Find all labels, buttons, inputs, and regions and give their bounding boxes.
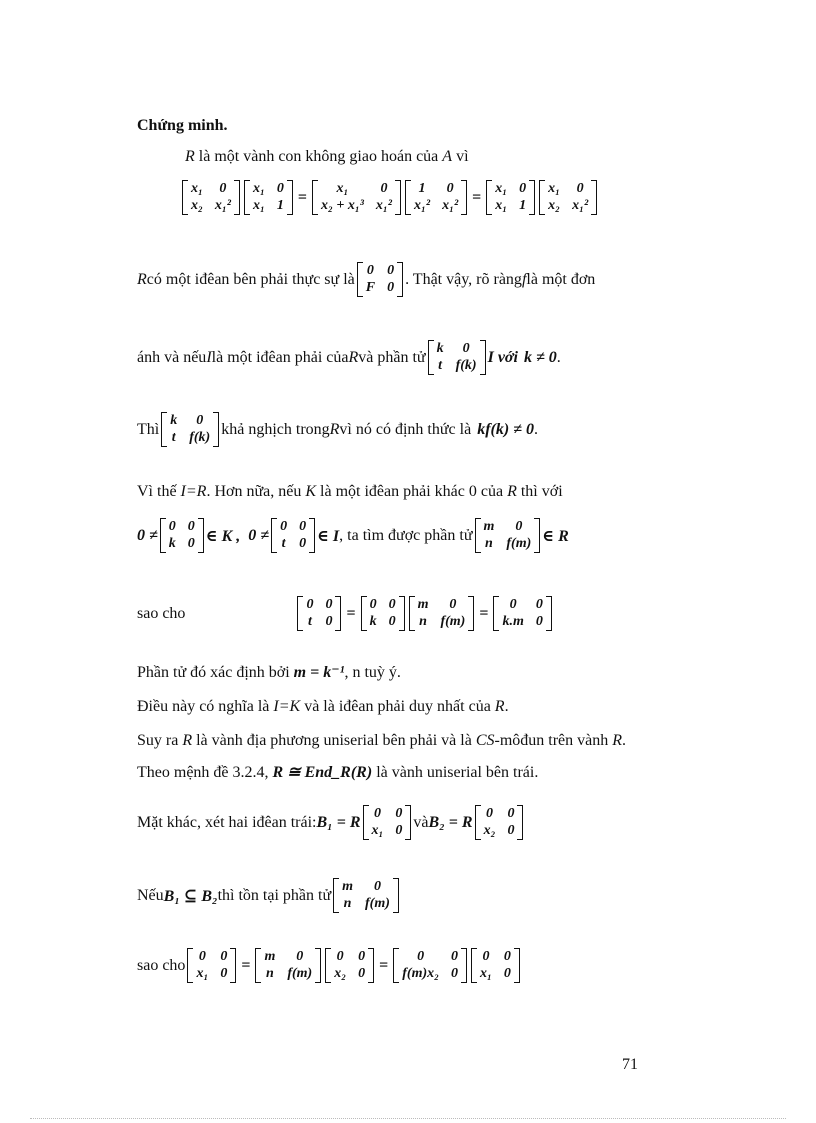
- matrix: [312, 180, 401, 215]
- line-4: Thì k 0 t f(k) khả nghịch trong R vì nó có định thức là kf(k) ≠ 0 .: [137, 413, 538, 445]
- matrix-cell: n: [419, 614, 427, 629]
- matrix-cell: x₁: [191, 181, 203, 196]
- matrix-cell: x₂: [191, 198, 203, 213]
- matrix-cell: x₁²: [214, 198, 231, 213]
- matrix-cell: 0: [417, 949, 425, 964]
- matrix-cell: t: [281, 536, 286, 551]
- matrix-cell: 0: [509, 597, 517, 612]
- matrix-cell: m: [342, 879, 353, 894]
- matrix-right-bracket: [335, 596, 341, 631]
- equation-noncommutative: [180, 180, 599, 215]
- matrix-cell: 0: [296, 949, 304, 964]
- matrix-km: [493, 596, 551, 631]
- matrix-cell: x₁: [196, 966, 209, 981]
- matrix: [539, 180, 597, 215]
- matrix-cell: x₁: [495, 198, 508, 213]
- matrix-right-bracket: [395, 180, 401, 215]
- matrix-cell: f(m): [287, 966, 313, 981]
- matrix-cell: 0: [507, 806, 515, 821]
- matrix-cell: x₁: [336, 181, 349, 196]
- matrix-cell: 0: [369, 597, 377, 612]
- matrix-right-bracket: [405, 805, 411, 840]
- matrix: [486, 180, 535, 215]
- matrix-cell: t: [438, 358, 443, 373]
- matrix-cell: 0: [388, 597, 396, 612]
- line-12: Mặt khác, xét hai iđêan trái: B₁ = R 0 0 x₁ 0 và B₂ = R 0 0 x₂ 0: [137, 805, 525, 840]
- matrix-cell: m: [264, 949, 276, 964]
- element-matrix: [428, 340, 486, 375]
- matrix-cell: x₁: [371, 823, 384, 838]
- matrix-cell: k: [369, 614, 377, 629]
- matrix-cell: 0: [325, 597, 333, 612]
- matrix-m-n-2: [333, 878, 399, 913]
- matrix-cell: 0: [388, 614, 396, 629]
- matrix-cell: 0: [336, 949, 344, 964]
- matrix-cell: 0: [306, 597, 314, 612]
- matrix-cell: n: [343, 896, 352, 911]
- matrix-cell: x₁²: [442, 198, 459, 213]
- matrix-right-bracket: [287, 180, 293, 215]
- line-11: Theo mệnh đề 3.2.4, R ≅ End_R(R) là vành uniserial bên trái.: [137, 764, 539, 781]
- matrix: [244, 180, 293, 215]
- matrix-cell: 0: [220, 966, 228, 981]
- matrix-cell: 0: [451, 966, 459, 981]
- matrix-cell: 0: [380, 181, 388, 196]
- matrix-cell: x₂: [483, 823, 496, 838]
- matrix-cell: 0: [503, 966, 511, 981]
- matrix-cell: 0: [387, 263, 395, 278]
- matrix-cell: n: [266, 966, 274, 981]
- matrix-cell: 0: [299, 536, 307, 551]
- matrix-cell: 0: [507, 823, 515, 838]
- proof-heading: Chứng minh.: [137, 117, 228, 134]
- matrix-cell: t: [171, 430, 176, 445]
- matrix-cell: x₁: [252, 198, 265, 213]
- matrix-cell: x₂: [334, 966, 347, 981]
- matrix-cell: 0: [482, 949, 490, 964]
- page-border: [30, 1118, 786, 1119]
- line-9: Điều này có nghĩa là I=K và là iđêan phải duy nhất của R.: [137, 698, 509, 715]
- matrix-right-bracket: [529, 180, 535, 215]
- matrix-mn-a: [255, 948, 321, 983]
- matrix-right-bracket: [213, 412, 219, 447]
- matrix-right-bracket: [198, 518, 204, 553]
- line-6: 0 ≠ 0 0 k 0 ∈ K , 0 ≠ 0 0 t 0 ∈ I , ta tìm được phần tử m 0 n f(m) ∈ R: [137, 519, 569, 551]
- matrix-cell: k: [168, 536, 176, 551]
- matrix-cell: 0: [535, 614, 543, 629]
- line-1: R là một vành con không giao hoán của A vì: [185, 148, 469, 165]
- equals-sign: =: [297, 188, 307, 206]
- page-number: 71: [622, 1056, 638, 1073]
- matrix-t: [271, 518, 315, 553]
- matrix-cell: 0: [462, 341, 470, 356]
- equals-sign: =: [472, 188, 482, 206]
- line-10: Suy ra R là vành địa phương uniserial bên phải và là CS-môđun trên vành R.: [137, 732, 627, 749]
- matrix-right-bracket: [461, 180, 467, 215]
- matrix-cell: 0: [366, 263, 374, 278]
- matrix-cell: 0: [280, 519, 288, 534]
- matrix-cell: 0: [168, 519, 176, 534]
- matrix-cell: 0: [449, 597, 457, 612]
- matrix-cell: 0: [451, 949, 459, 964]
- matrix-cell: k: [170, 413, 178, 428]
- matrix-cell: 0: [220, 949, 228, 964]
- matrix-cell: f(m): [440, 614, 466, 629]
- matrix-x2: [475, 805, 524, 840]
- matrix-cell: x₁²: [414, 198, 431, 213]
- matrix-cell: 0: [519, 181, 527, 196]
- matrix-cell: 0: [276, 181, 284, 196]
- matrix-k: [160, 518, 204, 553]
- matrix-right-bracket: [230, 948, 236, 983]
- matrix-cell: f(k): [455, 358, 477, 373]
- invertible-matrix: [161, 412, 219, 447]
- line-3: ánh và nếu I là một iđêan phải của R và phần tử k 0 t f(k) I với k ≠ 0 .: [137, 341, 561, 373]
- matrix-cell: 0: [299, 519, 307, 534]
- matrix-right-bracket: [534, 518, 540, 553]
- matrix-t-0: [297, 596, 341, 631]
- matrix-right-bracket: [517, 805, 523, 840]
- matrix-right-bracket: [234, 180, 240, 215]
- matrix-right-bracket: [393, 878, 399, 913]
- matrix-right-bracket: [468, 596, 474, 631]
- matrix-cell: 0: [395, 823, 403, 838]
- matrix: [182, 180, 240, 215]
- matrix-x1-b: [471, 948, 520, 983]
- matrix-cell: f(k): [189, 430, 211, 445]
- matrix-x2-a: [325, 948, 374, 983]
- matrix-cell: f(m): [365, 896, 390, 911]
- matrix-cell: 0: [446, 181, 454, 196]
- matrix-cell: 0: [219, 181, 227, 196]
- matrix-cell: x₁²: [375, 198, 392, 213]
- matrix-cell: t: [307, 614, 312, 629]
- matrix-m-n: [409, 596, 475, 631]
- matrix-cell: F: [365, 280, 376, 295]
- matrix-cell: 0: [358, 949, 366, 964]
- matrix-right-bracket: [514, 948, 520, 983]
- matrix-cell: k.m: [502, 614, 524, 629]
- matrix-cell: 1: [276, 198, 284, 213]
- matrix-right-bracket: [309, 518, 315, 553]
- line-14: sao cho 0 0 x₁ 0 = m 0 n f(m) 0 0 x₂ 0 = 0 0 f(m)x₂ 0 0 0 x₁ 0: [137, 948, 522, 983]
- matrix: [405, 180, 467, 215]
- matrix-cell: 1: [418, 181, 426, 196]
- matrix-cell: k: [436, 341, 444, 356]
- matrix-cell: 0: [373, 806, 381, 821]
- matrix-cell: 0: [486, 806, 494, 821]
- matrix-cell: 0: [373, 879, 381, 894]
- matrix-cell: x₁²: [572, 198, 589, 213]
- matrix-cell: x₂ + x₁³: [320, 198, 364, 213]
- matrix-right-bracket: [461, 948, 467, 983]
- matrix-cell: 0: [187, 536, 195, 551]
- matrix-x1: [363, 805, 412, 840]
- matrix-right-bracket: [397, 262, 403, 297]
- matrix-cell: n: [485, 536, 493, 551]
- matrix-right-bracket: [399, 596, 405, 631]
- matrix-cell: 0: [387, 280, 395, 295]
- matrix-cell: 0: [395, 806, 403, 821]
- matrix-m: [475, 518, 541, 553]
- matrix-right-bracket: [480, 340, 486, 375]
- matrix-cell: f(m)x₂: [402, 966, 440, 981]
- matrix-cell: 0: [187, 519, 195, 534]
- matrix-cell: 0: [198, 949, 206, 964]
- matrix-cell: x₁: [480, 966, 492, 981]
- line-8: Phần tử đó xác định bởi m = k⁻¹, n tuỳ ý.: [137, 664, 401, 681]
- line-7: sao cho 0 0 t 0 = 0 0 k 0 m 0 n f(m) = 0 0 k.m 0: [137, 596, 554, 631]
- ideal-matrix: [357, 262, 403, 297]
- matrix-cell: 0: [196, 413, 204, 428]
- matrix-cell: x₁: [495, 181, 508, 196]
- matrix-right-bracket: [591, 180, 597, 215]
- line-13: Nếu B₁ ⊆ B₂ thì tồn tại phần tử m 0 n f(m): [137, 878, 401, 913]
- matrix-right-bracket: [546, 596, 552, 631]
- matrix-x1-a: [187, 948, 236, 983]
- matrix-cell: 0: [358, 966, 366, 981]
- matrix-right-bracket: [315, 948, 321, 983]
- matrix-cell: 0: [515, 519, 523, 534]
- matrix-cell: m: [483, 519, 495, 534]
- matrix-cell: 0: [503, 949, 511, 964]
- matrix-cell: 1: [519, 198, 527, 213]
- matrix-cell: m: [417, 597, 429, 612]
- matrix-cell: 0: [325, 614, 333, 629]
- matrix-cell: 0: [576, 181, 584, 196]
- matrix-fmx2: [393, 948, 467, 983]
- matrix-cell: x₂: [548, 198, 561, 213]
- matrix-cell: x₁: [548, 181, 561, 196]
- matrix-right-bracket: [368, 948, 374, 983]
- matrix-cell: f(m): [506, 536, 532, 551]
- line-5: Vì thế I=R. Hơn nữa, nếu K là một iđêan phải khác 0 của R thì với: [137, 483, 563, 500]
- matrix-k-0: [361, 596, 405, 631]
- line-2: R có một iđêan bên phải thực sự là 0 0 F 0 . Thật vậy, rõ ràng f là một đơn: [137, 263, 596, 295]
- matrix-cell: 0: [535, 597, 543, 612]
- matrix-cell: x₁: [252, 181, 265, 196]
